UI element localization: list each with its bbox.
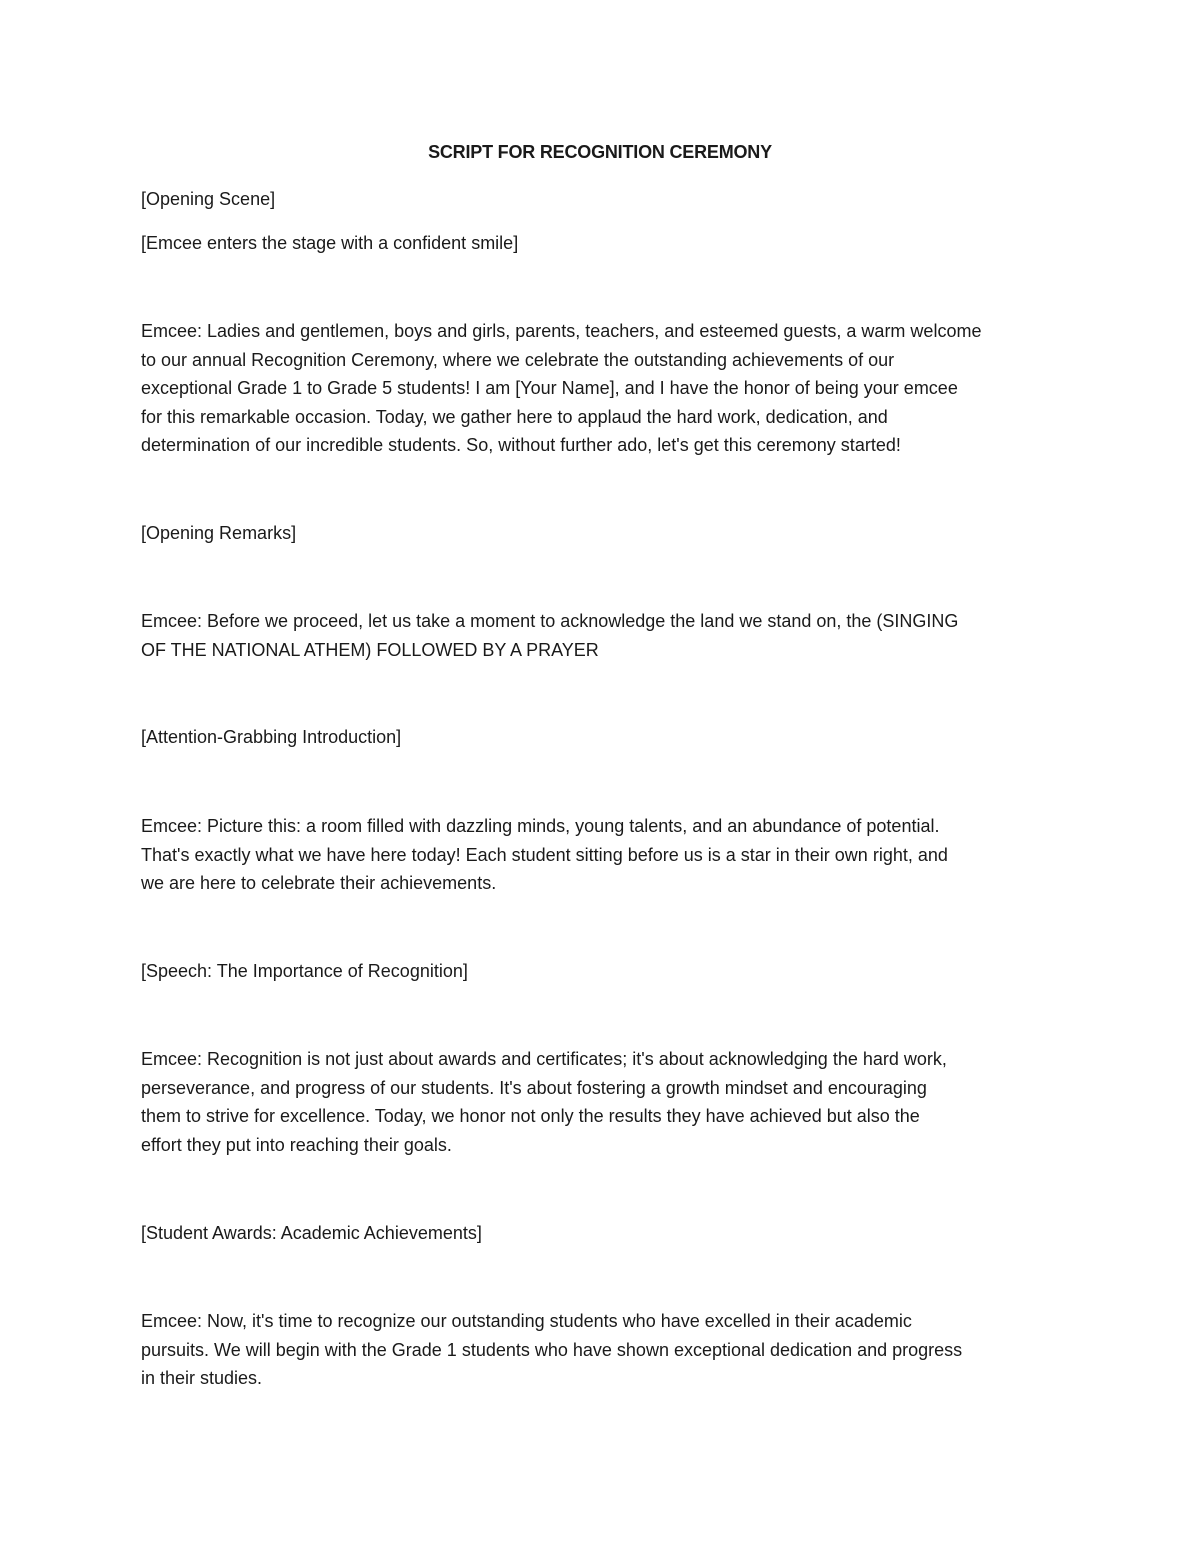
emcee-acknowledgement-paragraph: Emcee: Before we proceed, let us take a moment to acknowledge the land we stand on, the (SINGING OF THE NATIONAL ATHEM) FOLLOWED BY A PRAYER (141, 611, 959, 660)
emcee-introduction-paragraph: Emcee: Picture this: a room filled with dazzling minds, young talents, and an abundance of potential. That's exactly what we have here today! Each student sitting before us is a star in their own right, and we are here to celebrate their achievements. (141, 816, 948, 894)
stage-direction-emcee-enters: [Emcee enters the stage with a confident smile] (141, 233, 519, 253)
emcee-recognition-paragraph: Emcee: Recognition is not just about awards and certificates; it's about acknowledging the hard work, perseverance, and progress of our students. It's about fostering a growth mindset and encouraging them to strive for excellence. Today, we honor not only the results they have achieved but also the effort they put into reaching their goals. (141, 1049, 947, 1155)
section-heading-academic-awards: [Student Awards: Academic Achievements] (141, 1223, 482, 1243)
stage-direction-opening-scene: [Opening Scene] (141, 189, 276, 209)
section-heading-opening-remarks: [Opening Remarks] (141, 523, 297, 543)
document-title: SCRIPT FOR RECOGNITION CEREMONY (428, 142, 772, 162)
emcee-welcome-paragraph: Emcee: Ladies and gentlemen, boys and girls, parents, teachers, and esteemed guests, a warm welcome to our annual Recognition Ceremony, where we celebrate the outstanding achievements of our exceptional Grade 1 to Grade 5 students! I am [Your Name], and I have the honor of being your emcee for this remarkable occasion. Today, we gather here to applaud the hard work, dedication, and determination of our incredible students. So, without further ado, let's get this ceremony started! (141, 321, 982, 456)
section-heading-speech: [Speech: The Importance of Recognition] (141, 961, 468, 981)
section-heading-introduction: [Attention-Grabbing Introduction] (141, 727, 402, 747)
emcee-awards-paragraph: Emcee: Now, it's time to recognize our outstanding students who have excelled in their academic pursuits. We will begin with the Grade 1 students who have shown exceptional dedication and progress in their studies. (141, 1311, 963, 1389)
